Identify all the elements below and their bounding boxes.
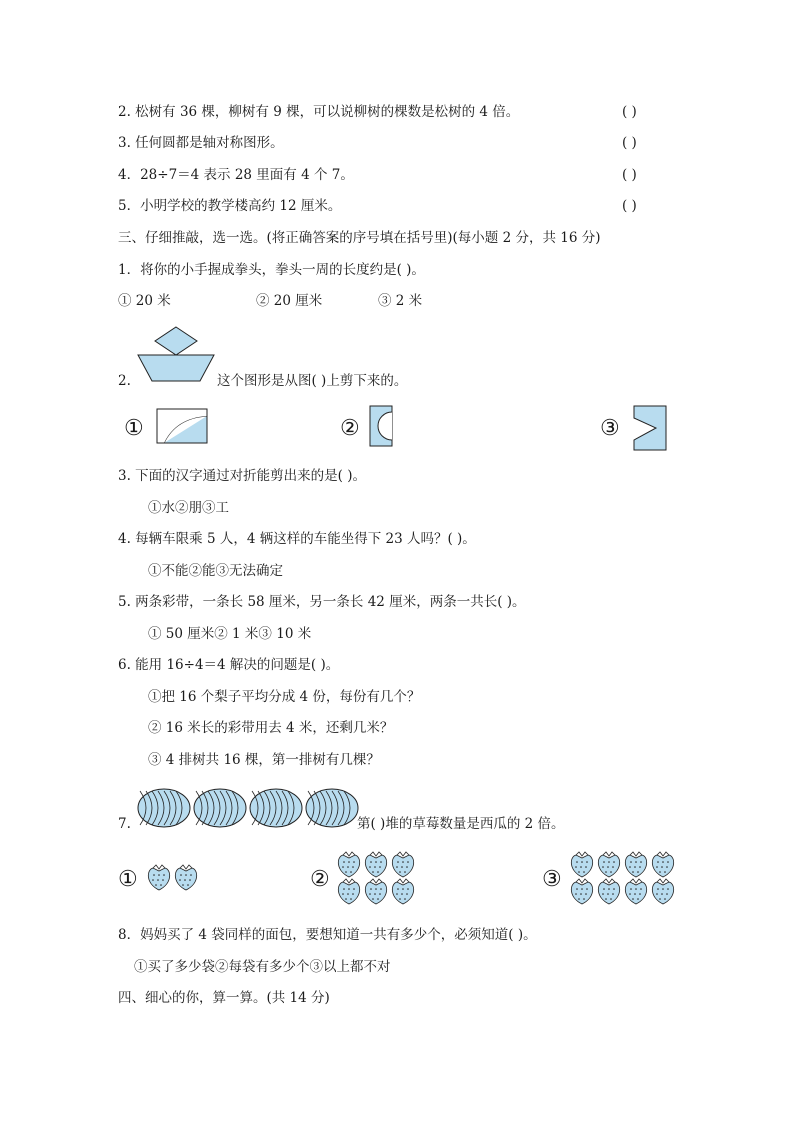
strawberry-icon (338, 879, 359, 904)
q1-option-3: ③ 2 米 (378, 293, 423, 309)
strawberry-icon (148, 865, 169, 890)
q2-shape-figure (136, 325, 216, 383)
strawberry-icon (652, 879, 673, 904)
q7-number: 7. (118, 816, 131, 832)
watermelon-icon (194, 789, 246, 827)
q7-stem: 第( )堆的草莓数量是西瓜的 2 倍。 (357, 816, 565, 832)
q7-mark-3: ③ (542, 867, 562, 892)
q1-option-1: ① 20 米 (118, 293, 171, 309)
q2-mark-2: ② (340, 416, 360, 441)
q2-option-2-figure (368, 404, 394, 448)
watermelon-group (137, 785, 357, 831)
judge-item-3: 3. 任何圆都是轴对称图形。 (118, 135, 284, 151)
q2-number: 2. (118, 373, 131, 389)
judge-answer-3[interactable]: ( ) (622, 135, 637, 151)
watermelon-icon (138, 789, 190, 827)
q2-option-3-figure (632, 404, 668, 452)
strawberry-icon (571, 879, 592, 904)
judge-item-2: 2. 松树有 36 棵，柳树有 9 棵，可以说柳树的棵数是松树的 4 倍。 (118, 104, 520, 120)
judge-answer-5[interactable]: ( ) (622, 198, 637, 214)
section-3-title: 三、仔细推敲，选一选。(将正确答案的序号填在括号里)(每小题 2 分，共 16 分) (118, 230, 601, 246)
strawberry-icon (338, 852, 359, 877)
strawberry-icon (571, 852, 592, 877)
q7-mark-1: ① (118, 867, 138, 892)
q6-option-1: ①把 16 个梨子平均分成 4 份，每份有几个？ (148, 689, 421, 705)
strawberry-icon (392, 879, 413, 904)
q5-stem: 5. 两条彩带，一条长 58 厘米，另一条长 42 厘米，两条一共长( )。 (118, 594, 526, 610)
section-4-title: 四、细心的你，算一算。(共 14 分) (118, 990, 330, 1006)
q4-stem: 4. 每辆车限乘 5 人，4 辆这样的车能坐得下 23 人吗？( )。 (118, 531, 476, 547)
judge-answer-4[interactable]: ( ) (622, 167, 637, 183)
q6-option-3: ③ 4 排树共 16 棵，第一排树有几棵？ (148, 752, 380, 768)
q5-options: ① 50 厘米② 1 米③ 10 米 (148, 626, 312, 642)
strawberry-icon (175, 865, 196, 890)
strawberry-icon (392, 852, 413, 877)
strawberry-icon (598, 879, 619, 904)
q7-mark-2: ② (310, 867, 330, 892)
judge-item-4: 4．28÷7＝4 表示 28 里面有 4 个 7。 (118, 167, 354, 183)
q2-option-1-figure (156, 408, 208, 444)
strawberry-icon (625, 852, 646, 877)
q8-stem: 8．妈妈买了 4 袋同样的面包，要想知道一共有多少个，必须知道( )。 (118, 927, 537, 943)
judge-item-5: 5．小明学校的教学楼高约 12 厘米。 (118, 198, 342, 214)
strawberry-group-1 (146, 864, 206, 894)
q1-stem: 1．将你的小手握成拳头，拳头一周的长度约是( )。 (118, 262, 425, 278)
q4-options: ①不能②能③无法确定 (148, 563, 283, 579)
strawberry-icon (365, 879, 386, 904)
q3-stem: 3. 下面的汉字通过对折能剪出来的是( )。 (118, 468, 366, 484)
strawberry-group-3 (569, 851, 679, 907)
q2-stem: 这个图形是从图( )上剪下来的。 (217, 373, 408, 389)
q1-option-2: ② 20 厘米 (256, 293, 323, 309)
strawberry-group-2 (336, 851, 426, 907)
q2-mark-1: ① (124, 416, 144, 441)
strawberry-icon (365, 852, 386, 877)
q8-options: ①买了多少袋②每袋有多少个③以上都不对 (134, 959, 391, 975)
strawberry-icon (598, 852, 619, 877)
strawberry-icon (652, 852, 673, 877)
q6-option-2: ② 16 米长的彩带用去 4 米，还剩几米？ (148, 720, 394, 736)
q3-options: ①水②朋③工 (148, 500, 229, 516)
judge-answer-2[interactable]: ( ) (622, 104, 637, 120)
watermelon-icon (306, 789, 358, 827)
q6-stem: 6. 能用 16÷4＝4 解决的问题是( )。 (118, 657, 340, 673)
strawberry-icon (625, 879, 646, 904)
watermelon-icon (250, 789, 302, 827)
q2-mark-3: ③ (600, 416, 620, 441)
